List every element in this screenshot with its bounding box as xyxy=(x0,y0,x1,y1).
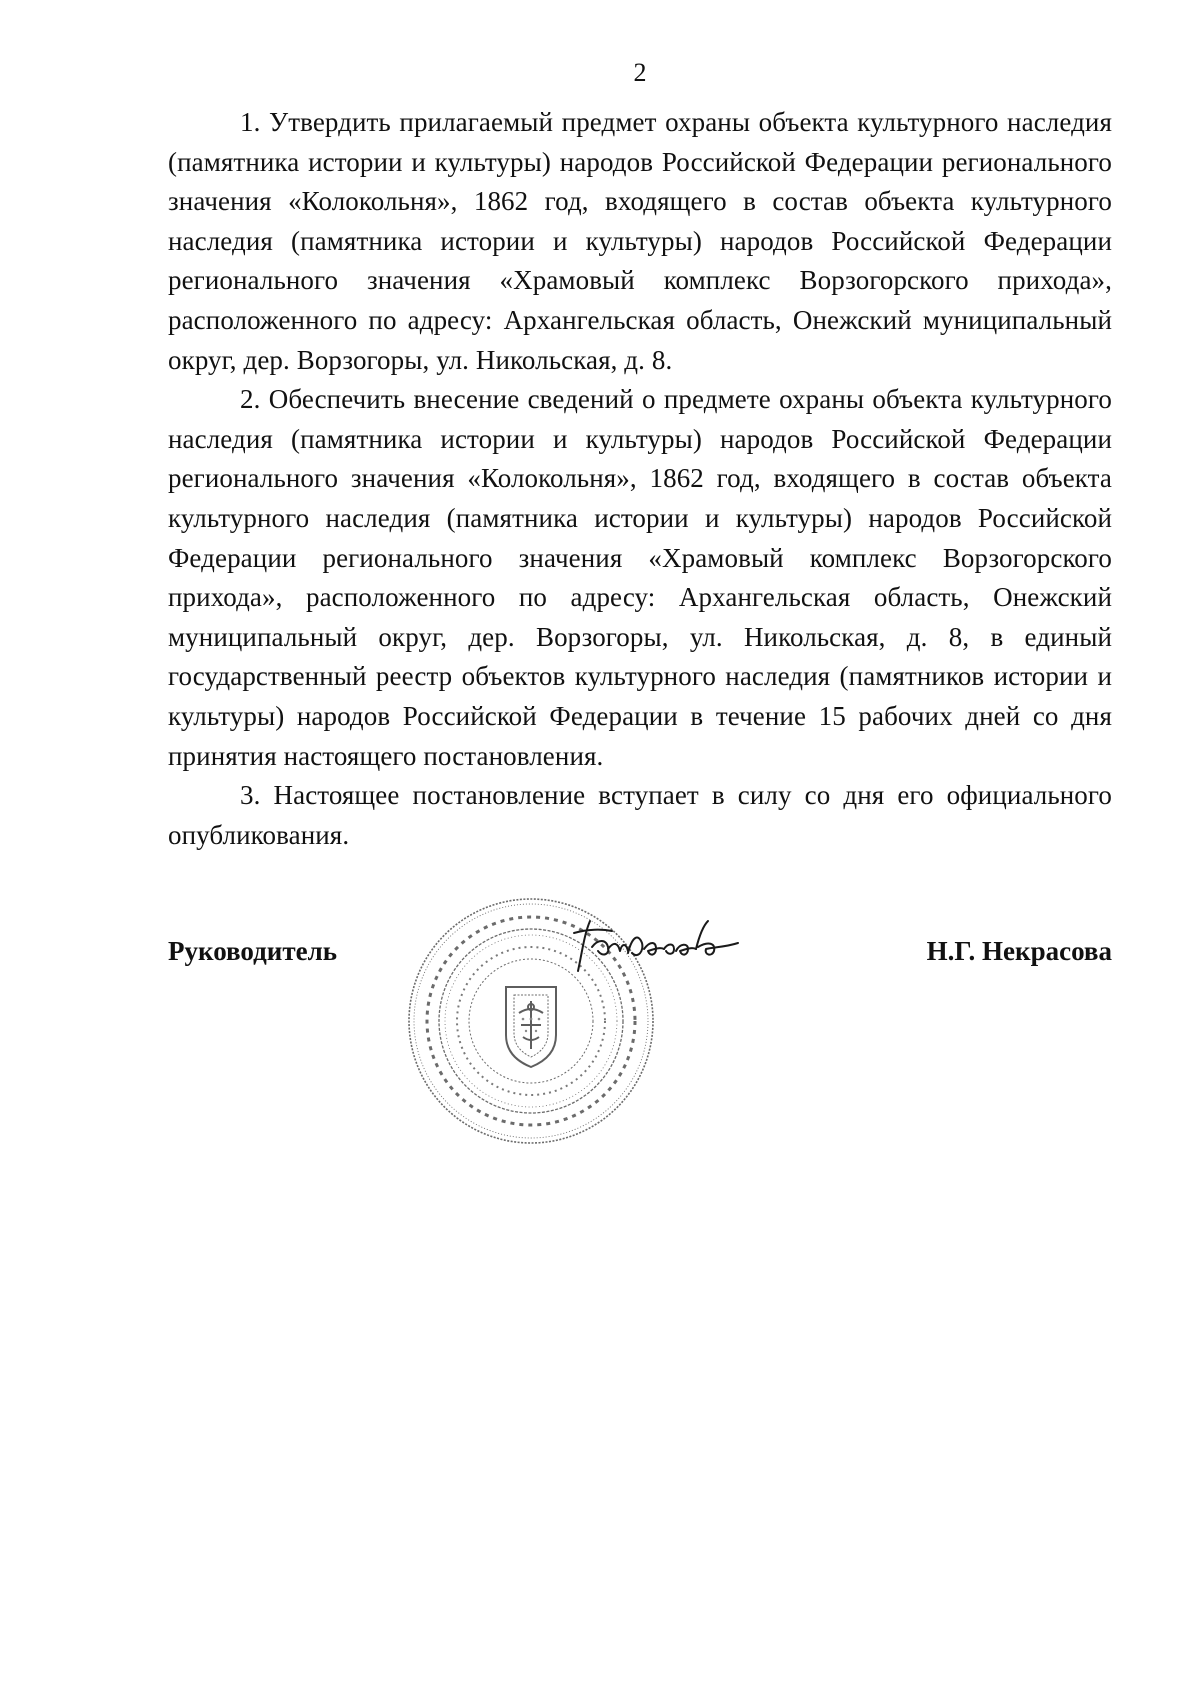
signature-block xyxy=(168,895,1112,1155)
signatory-name: Н.Г. Некрасова xyxy=(926,936,1112,966)
paragraph-1: 1. Утвердить прилагаемый предмет охраны объекта культурного наследия (памятника истории и культуры) народов Российской Федерации регионального значения «Колокольня», 1862 год, входящего в состав объекта культурного наследия (памятника истории и культуры) народов Российской Федерации регионального значения «Храмовый комплекс Ворзогорского прихода», расположенного по адресу: Архангельская область, Онежский муниципальный округ, дер. Ворзогоры, ул. Никольская, д. 8. xyxy=(168,107,1112,375)
paragraph-3: 3. Настоящее постановление вступает в силу со дня его официального опубликования. xyxy=(168,780,1112,850)
page-number: 2 xyxy=(633,58,647,87)
paragraph-2: 2. Обеспечить внесение сведений о предмете охраны объекта культурного наследия (памятника истории и культуры) народов Российской Федерации регионального значения «Колокольня», 1862 год, входящего в состав объекта культурного наследия (памятника истории и культуры) народов Российской Федерации регионального значения «Храмовый комплекс Ворзогорского прихода», расположенного по адресу: Архангельская область, Онежский муниципальный округ, дер. Ворзогоры, ул. Никольская, д. 8, в единый государственный реестр объектов культурного наследия (памятников истории и культуры) народов Российской Федерации в течение 15 рабочих дней со дня принятия настоящего постановления. xyxy=(168,384,1112,771)
signatory-title: Руководитель xyxy=(168,936,338,966)
document-body xyxy=(168,103,1112,855)
handwritten-signature-icon xyxy=(568,913,748,977)
